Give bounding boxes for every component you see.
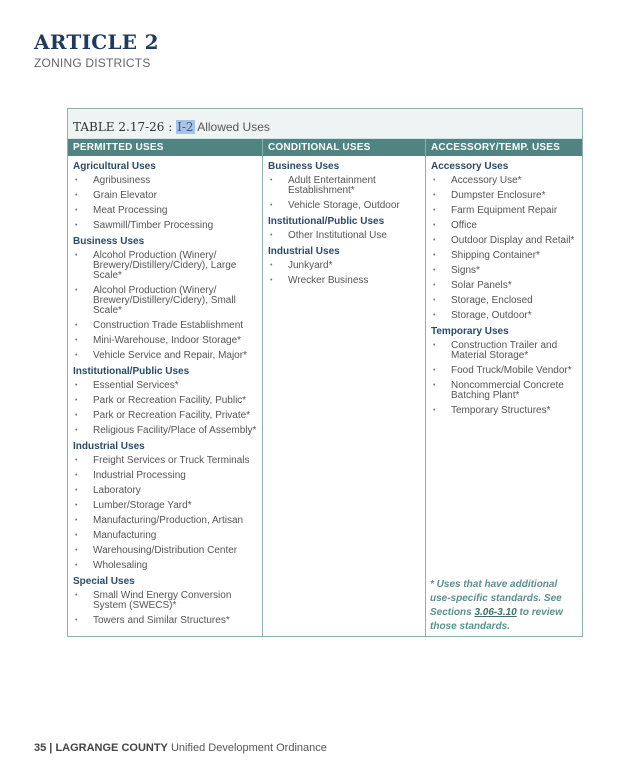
footer-county: LAGRANGE COUNTY xyxy=(55,742,168,754)
group-heading: Institutional/Public Uses xyxy=(73,366,190,377)
list-item: • Accessory Use* xyxy=(431,174,582,189)
list-item: • Noncommercial Concrete Batching Plant* xyxy=(431,379,582,404)
list-item: • Manufacturing/Production, Artisan xyxy=(73,514,262,529)
page-number: 35 xyxy=(34,742,47,754)
use-specific-standards-note xyxy=(430,578,570,634)
list-item: • Lumber/Storage Yard* xyxy=(73,499,262,514)
list-item: • Laboratory xyxy=(73,484,262,499)
list-item: • Manufacturing xyxy=(73,529,262,544)
table-title-prefix: TABLE 2.17-26 : xyxy=(73,120,177,134)
group-heading: Industrial Uses xyxy=(73,441,145,452)
accessory-uses-heading: ACCESSORY/TEMP. USES xyxy=(426,139,582,156)
group-heading: Agricultural Uses xyxy=(73,161,156,172)
note-text-before: * Uses that have additional use-specific standards. See Sections xyxy=(430,579,562,618)
conditional-uses-column xyxy=(263,139,426,636)
list-item: • Outdoor Display and Retail* xyxy=(431,234,582,249)
list-item: • Towers and Similar Structures* xyxy=(73,614,262,629)
list-item: • Alcohol Production (Winery/ Brewery/Distillery/Cidery), Large Scale* xyxy=(73,249,262,284)
use-list xyxy=(73,249,262,364)
list-item: • Small Wind Energy Conversion System (SWECS)* xyxy=(73,589,262,614)
list-item: • Junkyard* xyxy=(268,259,425,274)
use-list xyxy=(73,454,262,574)
list-item: • Mini-Warehouse, Indoor Storage* xyxy=(73,334,262,349)
use-list xyxy=(431,339,582,419)
sections-reference-link[interactable]: 3.06-3.10 xyxy=(474,607,517,618)
list-item: • Vehicle Service and Repair, Major* xyxy=(73,349,262,364)
list-item: • Freight Services or Truck Terminals xyxy=(73,454,262,469)
accessory-uses-column xyxy=(426,139,582,636)
list-item: • Other Institutional Use xyxy=(268,229,425,244)
permitted-uses-heading: PERMITTED USES xyxy=(68,139,262,156)
list-item: • Solar Panels* xyxy=(431,279,582,294)
group-heading: Industrial Uses xyxy=(268,246,340,257)
list-item: • Food Truck/Mobile Vendor* xyxy=(431,364,582,379)
table-title-suffix: Allowed Uses xyxy=(194,120,270,134)
article-subtitle: ZONING DISTRICTS xyxy=(34,56,151,70)
list-item: • Dumpster Enclosure* xyxy=(431,189,582,204)
conditional-uses-heading: CONDITIONAL USES xyxy=(263,139,425,156)
use-list xyxy=(73,379,262,439)
group-heading: Institutional/Public Uses xyxy=(268,216,385,227)
list-item: • Vehicle Storage, Outdoor xyxy=(268,199,425,214)
list-item: • Wholesaling xyxy=(73,559,262,574)
group-heading: Business Uses xyxy=(73,236,145,247)
use-list xyxy=(431,174,582,324)
list-item: • Park or Recreation Facility, Public* xyxy=(73,394,262,409)
list-item: • Shipping Container* xyxy=(431,249,582,264)
footer-ordinance: Unified Development Ordinance xyxy=(167,742,327,754)
list-item: • Construction Trailer and Material Storage* xyxy=(431,339,582,364)
allowed-uses-table xyxy=(67,108,583,637)
footer-separator: | xyxy=(46,742,56,754)
list-item: • Farm Equipment Repair xyxy=(431,204,582,219)
list-item: • Religious Facility/Place of Assembly* xyxy=(73,424,262,439)
list-item: • Industrial Processing xyxy=(73,469,262,484)
note-text-after: to review those standards. xyxy=(430,607,563,632)
list-item: • Signs* xyxy=(431,264,582,279)
list-item: • Agribusiness xyxy=(73,174,262,189)
article-title: ARTICLE 2 xyxy=(34,30,159,54)
list-item: • Alcohol Production (Winery/ Brewery/Distillery/Cidery), Small Scale* xyxy=(73,284,262,319)
table-title xyxy=(68,109,582,139)
group-heading: Accessory Uses xyxy=(431,161,509,172)
list-item: • Grain Elevator xyxy=(73,189,262,204)
list-item: • Office xyxy=(431,219,582,234)
permitted-uses-column xyxy=(68,139,263,636)
list-item: • Meat Processing xyxy=(73,204,262,219)
list-item: • Adult Entertainment Establishment* xyxy=(268,174,425,199)
use-list xyxy=(268,229,425,244)
group-heading: Business Uses xyxy=(268,161,340,172)
use-list xyxy=(73,589,262,629)
list-item: • Essential Services* xyxy=(73,379,262,394)
list-item: • Temporary Structures* xyxy=(431,404,582,419)
list-item: • Wrecker Business xyxy=(268,274,425,289)
group-heading: Special Uses xyxy=(73,576,135,587)
list-item: • Storage, Enclosed xyxy=(431,294,582,309)
list-item: • Storage, Outdoor* xyxy=(431,309,582,324)
page-footer xyxy=(34,742,327,754)
list-item: • Construction Trade Establishment xyxy=(73,319,262,334)
use-list xyxy=(268,174,425,214)
use-list xyxy=(73,174,262,234)
group-heading: Temporary Uses xyxy=(431,326,509,337)
table-title-zone: I-2 xyxy=(177,120,194,134)
list-item: • Sawmill/Timber Processing xyxy=(73,219,262,234)
use-list xyxy=(268,259,425,289)
list-item: • Park or Recreation Facility, Private* xyxy=(73,409,262,424)
list-item: • Warehousing/Distribution Center xyxy=(73,544,262,559)
